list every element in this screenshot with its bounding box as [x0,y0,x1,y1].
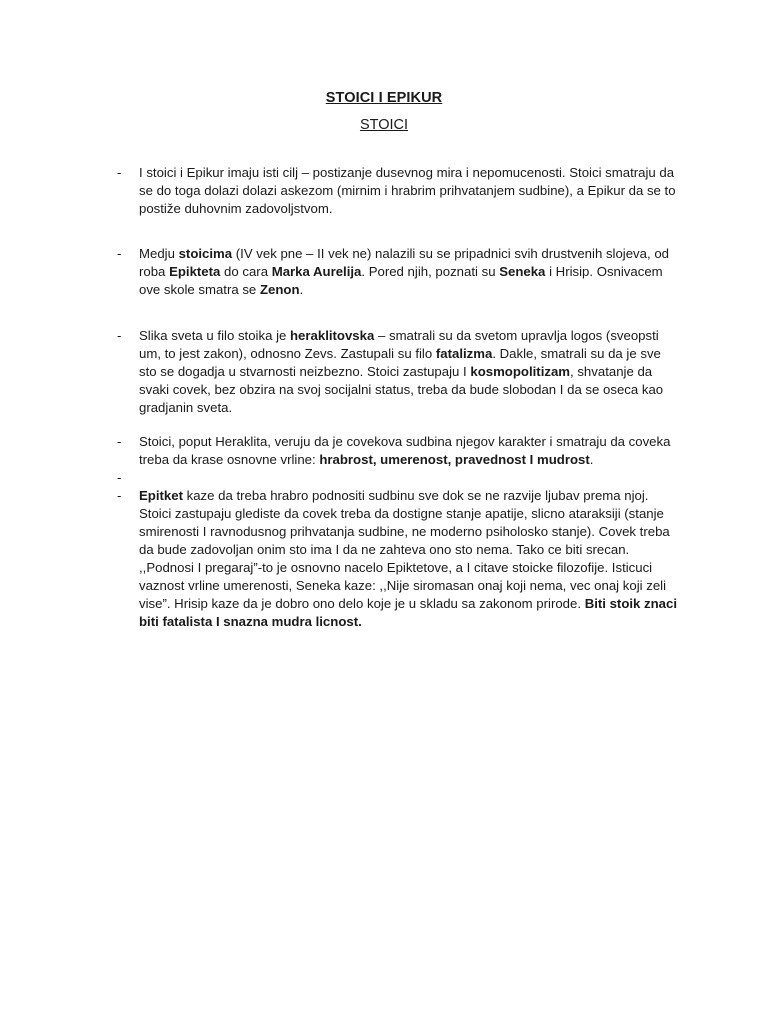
text-run: Slika sveta u filo stoika je [139,328,290,343]
list-bullet: - [117,470,122,485]
paragraph-text [139,164,679,218]
paragraph-text [139,327,679,417]
text-run: . [299,282,304,297]
list-bullet: - [117,328,122,343]
text-run: Medju [139,246,179,261]
text-run: . Pored njih, poznati su [361,264,500,279]
text-run: . Dakle, smatrali su da je sve sto se dogadja u stvarnosti neizbezno. Stoici zastupaju I [139,346,661,379]
text-run: . [589,452,594,467]
list-bullet: - [117,246,122,261]
list-item [117,433,682,469]
bold-text: fatalizma [435,346,493,361]
paragraph-text [139,469,679,487]
list-item [117,469,682,487]
bold-text: kosmopolitizam [470,364,571,379]
list-item [117,327,682,417]
list-bullet: - [117,165,122,180]
paragraph-text [139,487,679,631]
document-subtitle: STOICI [359,117,409,133]
text-run: do cara [220,264,272,279]
bold-text: Seneka [499,264,546,279]
list-bullet: - [117,488,122,503]
text-run: kaze da treba hrabro podnositi sudbinu sve dok se ne razvije ljubav prema njoj. Stoici zastupaju glediste da covek treba da dostigne stanje apatije, slicno ataraksiji (stanje smirenosti I ravnodusnog prihvatanja sudbine, ne moderno psiholosko stanje). Covek treba da bude zadovoljan onim sto ima I da ne zahteva ono sto nema. Tako ce biti srecan. ,,Podnosi I pregaraj”-to je osnovno nacelo Epiktetove, a I citave stoicke filozofije. Isticuci vaznost vrline umerenosti, Seneka kaze: ,,Nije siromasan onaj koji nema, vec onaj koji zeli vise”. Hrisip kaze da je dobro ono delo koje je u skladu sa zakonom prirode. [139,488,670,611]
document-title: STOICI I EPIKUR [325,90,443,106]
list-item [117,164,682,218]
bold-text: Biti stoik znaci biti fatalista I snazna mudra licnost. [139,596,678,629]
list-item [117,487,682,631]
text-run: i Hrisip. Osnivacem ove skole smatra se [139,264,663,297]
bold-text: heraklitovska [290,328,375,343]
paragraph-text [139,433,679,469]
paragraph-text [139,245,679,299]
text-run: (IV vek pne – II vek ne) nalazili su se pripadnici svih drustvenih slojeva, od roba [139,246,669,279]
bold-text: hrabrost, umerenost, pravednost I mudrost [319,452,590,467]
text-run: , shvatanje da svaki covek, bez obzira na svoj socijalni status, treba da bude slobodan I da se oseca kao gradjanin sveta. [139,364,664,415]
text-run: Stoici, poput Heraklita, veruju da je covekova sudbina njegov karakter i smatraju da coveka treba da krase osnovne vrline: [139,434,671,467]
bold-text: Zenon [259,282,300,297]
text-run: I stoici i Epikur imaju isti cilj – postizanje dusevnog mira i nepomucenosti. Stoici smatraju da se do toga dolazi dolazi askezom (mirnim i hrabrim prihvatanjem sudbine), a Epikur da se to postiže duhovnim zadovoljstvom. [139,165,676,216]
bold-text: Epikteta [169,264,221,279]
list-item [117,245,682,299]
bold-text: Epitket [139,488,183,503]
list-bullet: - [117,434,122,449]
bold-text: Marka Aurelija [271,264,362,279]
text-run: – smatrali su da svetom upravlja logos (sveopsti um, to jest zakon), odnosno Zevs. Zastupali su filo [139,328,659,361]
bold-text: stoicima [178,246,233,261]
